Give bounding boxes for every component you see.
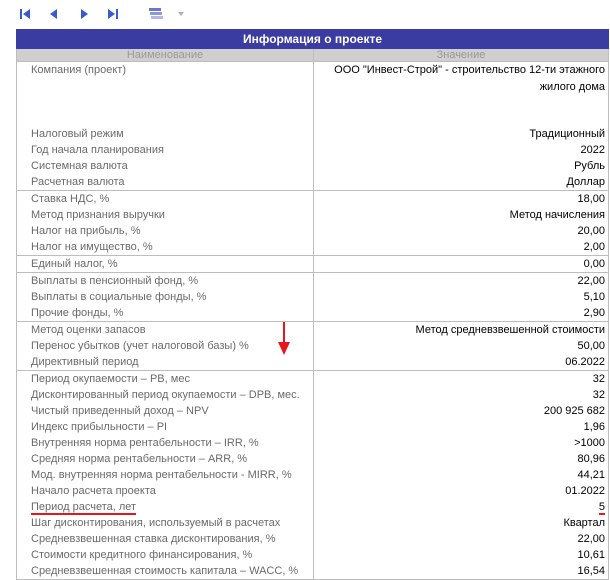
row-value: 18,00 [314,191,609,208]
last-page-button[interactable] [105,6,121,22]
row-value: Рубль [314,158,609,174]
next-page-button[interactable] [76,6,92,22]
row-value: Квартал [314,515,609,531]
table-row [17,515,609,531]
row-value: 06.2022 [314,354,609,371]
table-row [17,62,609,127]
row-name: Системная валюта [17,158,314,174]
chevron-down-icon [177,10,185,18]
table-row [17,305,609,322]
view-dropdown-button[interactable] [176,6,186,22]
table-row [17,142,609,158]
row-name: Налог на имущество, % [17,239,314,256]
row-name-highlighted: Период расчета, лет [31,501,137,513]
table-row [17,207,609,223]
row-value: 2,90 [314,305,609,322]
first-page-button[interactable] [17,6,33,22]
row-value: Метод начисления [314,207,609,223]
row-value: Метод средневзвешенной стоимости [314,322,609,339]
row-name: Шаг дисконтирования, используемый в расчетах [17,515,314,531]
table-row [17,403,609,419]
row-name: Начало расчета проекта [17,483,314,499]
table-row [17,338,609,354]
table-row [17,174,609,191]
table-row [17,322,609,339]
table-row [17,435,609,451]
row-value: 32 [314,387,609,403]
row-name: Год начала планирования [17,142,314,158]
table-row [17,371,609,388]
row-value: 80,96 [314,451,609,467]
view-mode-button[interactable] [148,6,164,22]
multi-page-icon [148,7,164,21]
prev-page-button[interactable] [46,6,62,22]
row-name: Средняя норма рентабельности – ARR, % [17,451,314,467]
row-value: ООО "Инвест-Строй" - строительство 12-ти этажного жилого дома [314,62,609,127]
row-name: Средневзвешенная стоимость капитала – WACC, % [17,563,314,580]
row-name: Индекс прибыльности – PI [17,419,314,435]
row-value: 20,00 [314,223,609,239]
row-value: >1000 [314,435,609,451]
last-page-icon [106,7,120,21]
project-info-table [16,29,609,580]
row-value: 16,54 [314,563,609,580]
row-value: 01.2022 [314,483,609,499]
table-row [17,387,609,403]
first-page-icon [18,7,32,21]
prev-page-icon [47,7,61,21]
row-name: Компания (проект) [17,62,314,127]
row-name: Налоговый режим [17,126,314,142]
table-row [17,223,609,239]
red-down-arrow-icon [277,322,291,356]
row-name: Расчетная валюта [17,174,314,191]
column-header-name: Наименование [17,49,314,62]
row-name: Период окупаемости – PB, мес [17,371,314,388]
table-row [17,451,609,467]
row-value: 44,21 [314,467,609,483]
row-value: 10,61 [314,547,609,563]
row-value: 1,96 [314,419,609,435]
report-toolbar [0,0,610,28]
row-value: Традиционный [314,126,609,142]
row-name: Внутренняя норма рентабельности – IRR, % [17,435,314,451]
table-row [17,483,609,499]
table-row [17,531,609,547]
row-name: Директивный период [17,354,314,371]
row-name: Выплаты в пенсионный фонд, % [17,273,314,290]
row-name: Прочие фонды, % [17,305,314,322]
table-row [17,563,609,580]
row-name: Перенос убытков (учет налоговой базы) % [17,338,314,354]
row-name: Единый налог, % [17,256,314,273]
table-row [17,158,609,174]
table-row [17,289,609,305]
table-row [17,191,609,208]
row-name: Налог на прибыль, % [17,223,314,239]
row-value: Доллар [314,174,609,191]
row-name: Выплаты в социальные фонды, % [17,289,314,305]
row-value: 5,10 [314,289,609,305]
table-row-highlighted [17,499,609,515]
next-page-icon [77,7,91,21]
table-title: Информация о проекте [17,30,609,49]
row-value-highlighted: 5 [598,501,606,513]
table-row [17,126,609,142]
row-value: 0,00 [314,256,609,273]
row-name: Мод. внутренняя норма рентабельности - MIRR, % [17,467,314,483]
table-row [17,256,609,273]
table-row [17,419,609,435]
row-value: 50,00 [314,338,609,354]
table-row [17,467,609,483]
table-row [17,354,609,371]
row-value: 200 925 682 [314,403,609,419]
row-name: Метод оценки запасов [17,322,314,339]
column-header-value: Значение [314,49,609,62]
table-row [17,239,609,256]
row-value: 32 [314,371,609,388]
table-row [17,273,609,290]
row-name: Ставка НДС, % [17,191,314,208]
row-name: Средневзвешенная ставка дисконтирования, % [17,531,314,547]
row-value: 2,00 [314,239,609,256]
row-name: Метод признания выручки [17,207,314,223]
row-name: Дисконтированный период окупаемости – DPB, мес. [17,387,314,403]
row-name: Стоимости кредитного финансирования, % [17,547,314,563]
row-value: 2022 [314,142,609,158]
table-row [17,547,609,563]
row-value: 22,00 [314,273,609,290]
row-value: 22,00 [314,531,609,547]
row-name: Чистый приведенный доход – NPV [17,403,314,419]
